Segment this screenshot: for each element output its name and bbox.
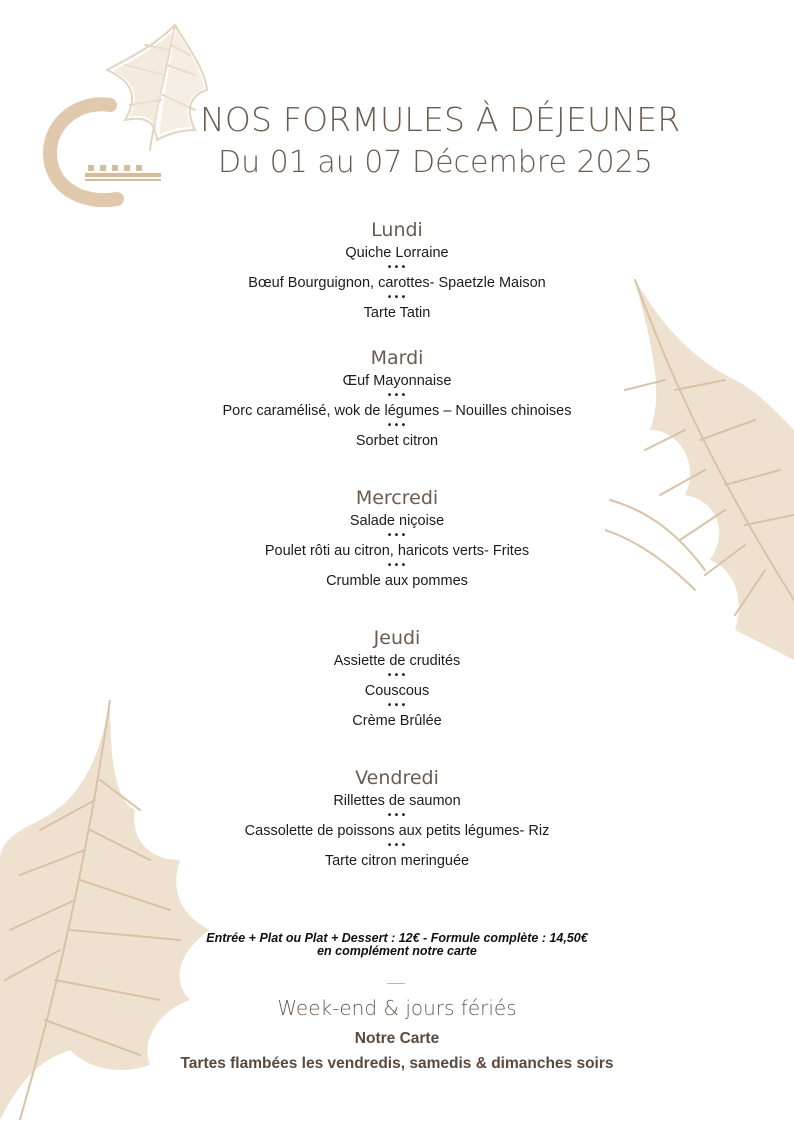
separator-dots: ••• — [386, 810, 408, 821]
day-block-vendredi — [0, 764, 794, 870]
weekend-menu: Notre Carte — [354, 1030, 440, 1047]
day-block-jeudi — [0, 624, 794, 730]
restaurant-logo — [42, 95, 172, 210]
pricing-note: en complément notre carte — [317, 944, 477, 958]
main-course: Poulet rôti au citron, haricots verts- Frites — [264, 543, 530, 559]
dessert: Crumble aux pommes — [326, 573, 468, 589]
main-course: Cassolette de poissons aux petits légumes- Riz — [244, 823, 550, 839]
starter: Rillettes de saumon — [333, 793, 461, 809]
main-course: Couscous — [364, 683, 430, 699]
starter: Assiette de crudités — [333, 653, 461, 669]
starter: Salade niçoise — [349, 513, 445, 529]
section-divider — [387, 983, 405, 984]
separator-dots: ••• — [386, 530, 408, 541]
separator-dots: ••• — [386, 262, 408, 273]
separator-dots: ••• — [386, 292, 408, 303]
separator-dots: ••• — [386, 670, 408, 681]
main-course: Porc caramélisé, wok de légumes – Nouilles chinoises — [222, 403, 572, 419]
day-block-mercredi — [0, 484, 794, 590]
dessert: Sorbet citron — [355, 433, 439, 449]
day-block-lundi — [0, 216, 794, 322]
dessert: Crème Brûlée — [352, 713, 442, 729]
pricing-line: Entrée + Plat ou Plat + Dessert : 12€ - Formule complète : 14,50€ — [206, 931, 588, 945]
date-range: Du 01 au 07 Décembre 2025 — [218, 145, 653, 180]
day-block-mardi — [0, 344, 794, 450]
separator-dots: ••• — [386, 840, 408, 851]
separator-dots: ••• — [386, 390, 408, 401]
leaf-right-icon — [605, 270, 794, 660]
separator-dots: ••• — [386, 560, 408, 571]
day-name: Lundi — [371, 219, 423, 241]
dessert: Tarte citron meringuée — [324, 853, 470, 869]
pricing-info — [0, 932, 794, 958]
day-name: Vendredi — [355, 767, 439, 789]
starter: Quiche Lorraine — [345, 245, 449, 261]
main-course: Bœuf Bourguignon, carottes- Spaetzle Maison — [248, 275, 546, 291]
starter: Œuf Mayonnaise — [342, 373, 452, 389]
day-name: Mardi — [370, 347, 424, 369]
weekend-flammekueche: Tartes flambées les vendredis, samedis & dimanches soirs — [180, 1055, 614, 1072]
day-name: Mercredi — [355, 487, 439, 509]
day-name: Jeudi — [373, 627, 421, 649]
weekend-title: Week-end & jours fériés — [277, 996, 517, 1020]
page-title: NOS FORMULES À DÉJEUNER — [200, 100, 681, 139]
dessert: Tarte Tatin — [363, 305, 431, 321]
separator-dots: ••• — [386, 420, 408, 431]
separator-dots: ••• — [386, 700, 408, 711]
